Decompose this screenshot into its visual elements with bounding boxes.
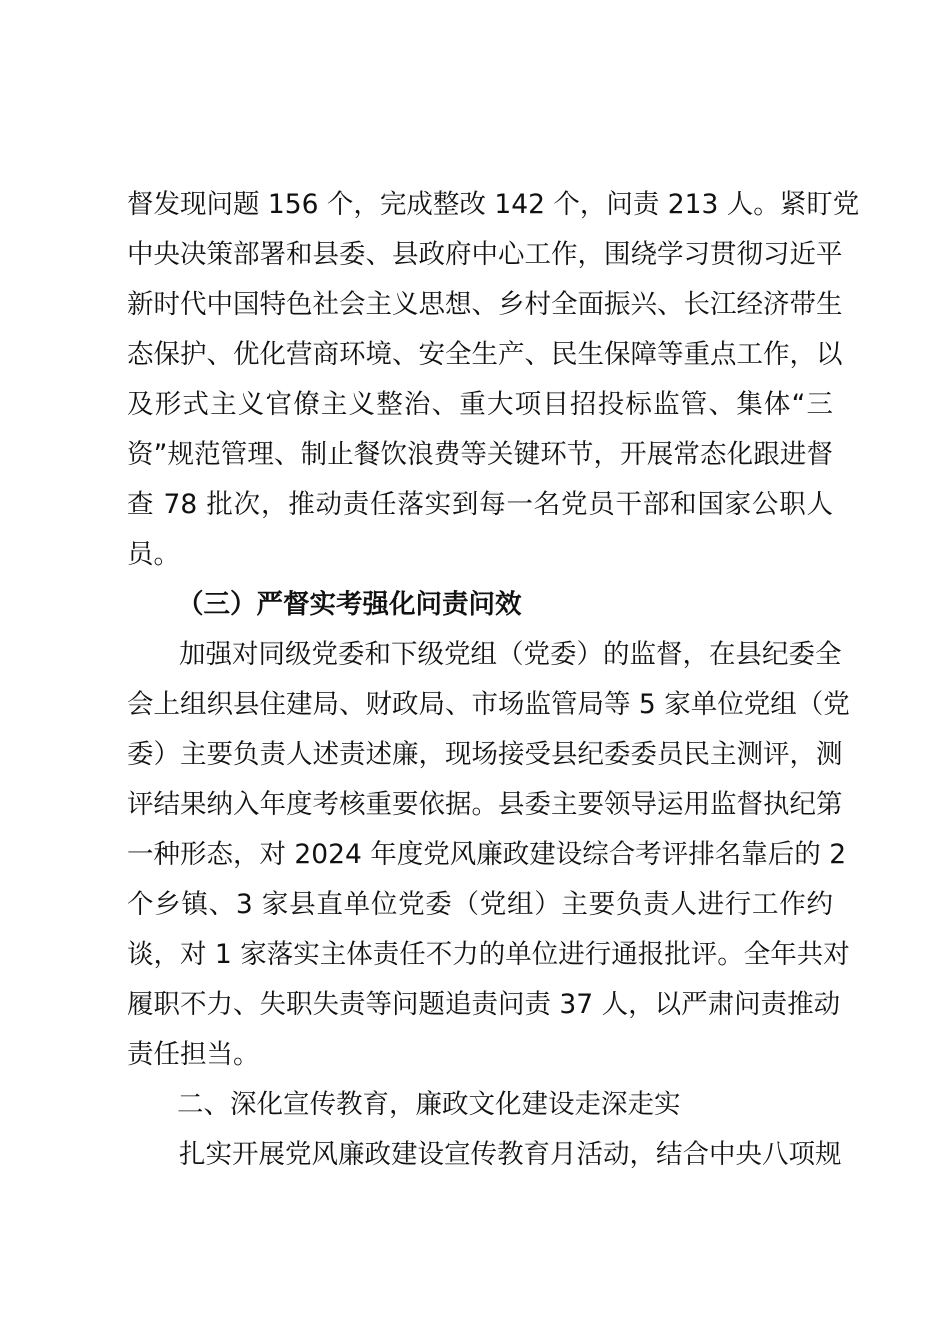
text-line: 谈，对 1 家落实主体责任不力的单位进行通报批评。全年共对 [127,939,850,970]
text-line: 查 78 批次，推动责任落实到每一名党员干部和国家公职人 [127,489,833,520]
text-line: 督发现问题 156 个，完成整改 142 个，问责 213 人。紧盯党 [127,189,860,220]
text-line: 会上组织县住建局、财政局、市场监管局等 5 家单位党组（党 [127,689,850,720]
text-line: 一种形态，对 2024 年度党风廉政建设综合考评排名靠后的 2 [127,839,847,870]
text-line: 评结果纳入年度考核重要依据。县委主要领导运用监督执纪第 [127,789,843,820]
text-line: 履职不力、失职失责等问题追责问责 37 人，以严肃问责推动 [127,989,841,1020]
text-line: 加强对同级党委和下级党组（党委）的监督，在县纪委全 [179,639,842,670]
document-page [127,180,860,1180]
text-line: 资”规范管理、制止餐饮浪费等关键环节，开展常态化跟进督 [127,439,833,470]
text-line: 个乡镇、3 家县直单位党委（党组）主要负责人进行工作约 [127,889,833,920]
section-heading: （三）严督实考强化问责问效 [177,589,522,620]
text-line: 中央决策部署和县委、县政府中心工作，围绕学习贯彻习近平 [127,239,843,270]
text-line: 扎实开展党风廉政建设宣传教育月活动，结合中央八项规 [179,1139,842,1170]
text-line: 员。 [127,539,180,570]
text-line: 委）主要负责人述责述廉，现场接受县纪委委员民主测评，测 [127,739,843,770]
text-line: 及形式主义官僚主义整治、重大项目招投标监管、集体“三 [127,389,833,420]
text-line: 态保护、优化营商环境、安全生产、民生保障等重点工作，以 [127,339,843,370]
text-line: 新时代中国特色社会主义思想、乡村全面振兴、长江经济带生 [127,289,843,320]
chapter-heading: 二、深化宣传教育，廉政文化建设走深走实 [177,1089,681,1120]
text-line: 责任担当。 [127,1039,260,1070]
